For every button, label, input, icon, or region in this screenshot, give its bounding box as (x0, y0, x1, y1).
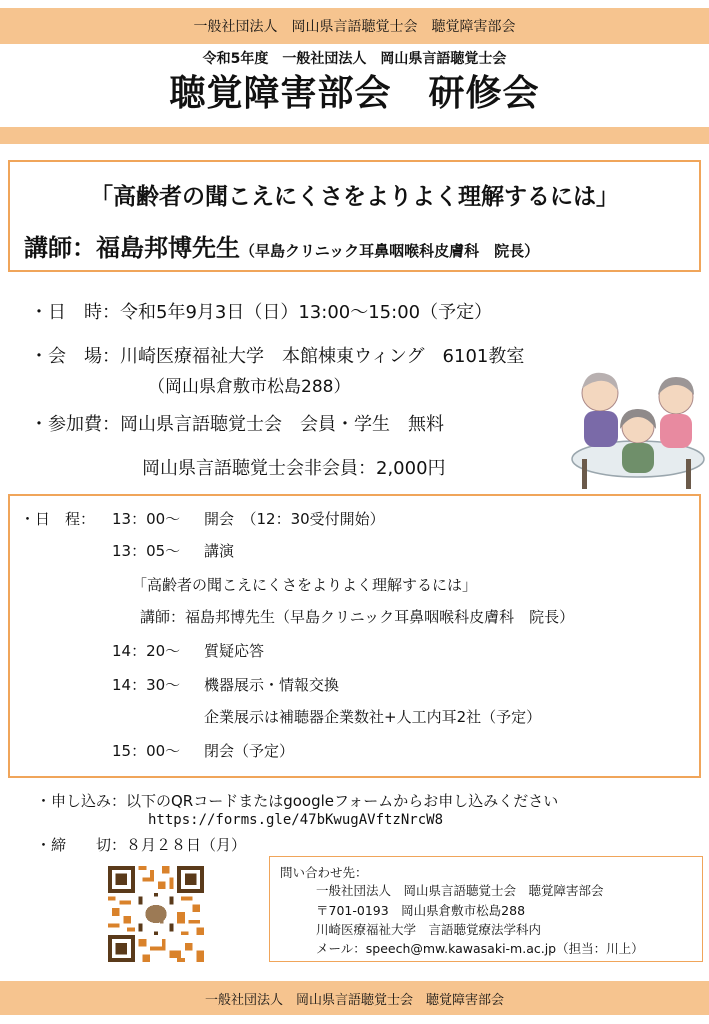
schedule-text: 閉会（予定） (204, 742, 295, 760)
info-fee-member: ・参加費：岡山県言語聴覚士会 会員・学生 無料 (30, 414, 444, 435)
contact-line: 〒701-0193 岡山県倉敷市松島288 (316, 903, 526, 918)
bottom-org-band (0, 981, 709, 1015)
schedule-text: 企業展示は補聴器企業数社+人工内耳2社（予定） (204, 708, 542, 726)
subtitle: 令和5年度 一般社団法人 岡山県言語聴覚士会 (202, 51, 507, 67)
lecturer-line (24, 228, 539, 263)
info-fee-nonmember: 岡山県言語聴覚士会非会員：2,000円 (142, 458, 446, 479)
lecturer-affiliation: （早島クリニック耳鼻咽喉科皮膚科 院長） (240, 242, 540, 260)
page-title: 聴覚障害部会 研修会 (169, 73, 540, 114)
contact-heading: 問い合わせ先： (280, 865, 368, 880)
info-venue-address: （岡山県倉敷市松島288） (148, 377, 351, 397)
lecture-title: 「高齢者の聞こえにくさをよりよく理解するには」 (90, 184, 619, 210)
divider-band (0, 127, 709, 144)
info-venue: ・会 場：川崎医療福祉大学 本館棟東ウィング 6101教室 (30, 346, 525, 367)
schedule-text: 質疑応答 (204, 642, 265, 660)
application-url[interactable]: https://forms.gle/47bKwugAVftzNrcW8 (148, 812, 444, 828)
info-date: ・日 時：令和5年9月3日（日）13:00～15:00（予定） (30, 302, 493, 323)
lecturer-name: 講師：福島邦博先生 (24, 234, 240, 262)
schedule-text: 「高齢者の聞こえにくさをよりよく理解するには」 (132, 576, 478, 594)
schedule-time: 15：00～ (112, 742, 181, 760)
contact-box (269, 856, 703, 962)
elderly-people-illustration (568, 367, 709, 492)
contact-line: 一般社団法人 岡山県言語聴覚士会 聴覚障害部会 (316, 883, 604, 898)
schedule-time: 14：20～ (112, 642, 181, 660)
application-text: ・申し込み：以下のQRコードまたはgoogleフォームからお申し込みください (36, 792, 559, 810)
topic-box (8, 160, 701, 272)
qr-code-icon[interactable] (108, 866, 204, 962)
schedule-time: 14：30～ (112, 676, 181, 694)
schedule-text: 講師：福島邦博先生（早島クリニック耳鼻咽喉科皮膚科 院長） (140, 608, 575, 626)
bottom-org-text: 一般社団法人 岡山県言語聴覚士会 聴覚障害部会 (204, 992, 504, 1008)
top-org-text: 一般社団法人 岡山県言語聴覚士会 聴覚障害部会 (193, 19, 516, 35)
contact-line: 川崎医療福祉大学 言語聴覚療法学科内 (316, 922, 542, 937)
schedule-time: 13：00～ (112, 510, 181, 528)
schedule-text: 機器展示・情報交換 (204, 676, 340, 694)
contact-email[interactable]: メール：speech@mw.kawasaki-m.ac.jp（担当：川上） (316, 941, 644, 956)
schedule-label: ・日 程： (20, 510, 96, 528)
schedule-box (8, 494, 701, 778)
deadline-text: ・締 切：８月２８日（月） (36, 836, 247, 854)
schedule-time: 13：05～ (112, 542, 181, 560)
schedule-text: 講演 (204, 542, 235, 560)
schedule-text: 開会 （12：30受付開始） (204, 510, 385, 528)
top-org-band (0, 8, 709, 44)
